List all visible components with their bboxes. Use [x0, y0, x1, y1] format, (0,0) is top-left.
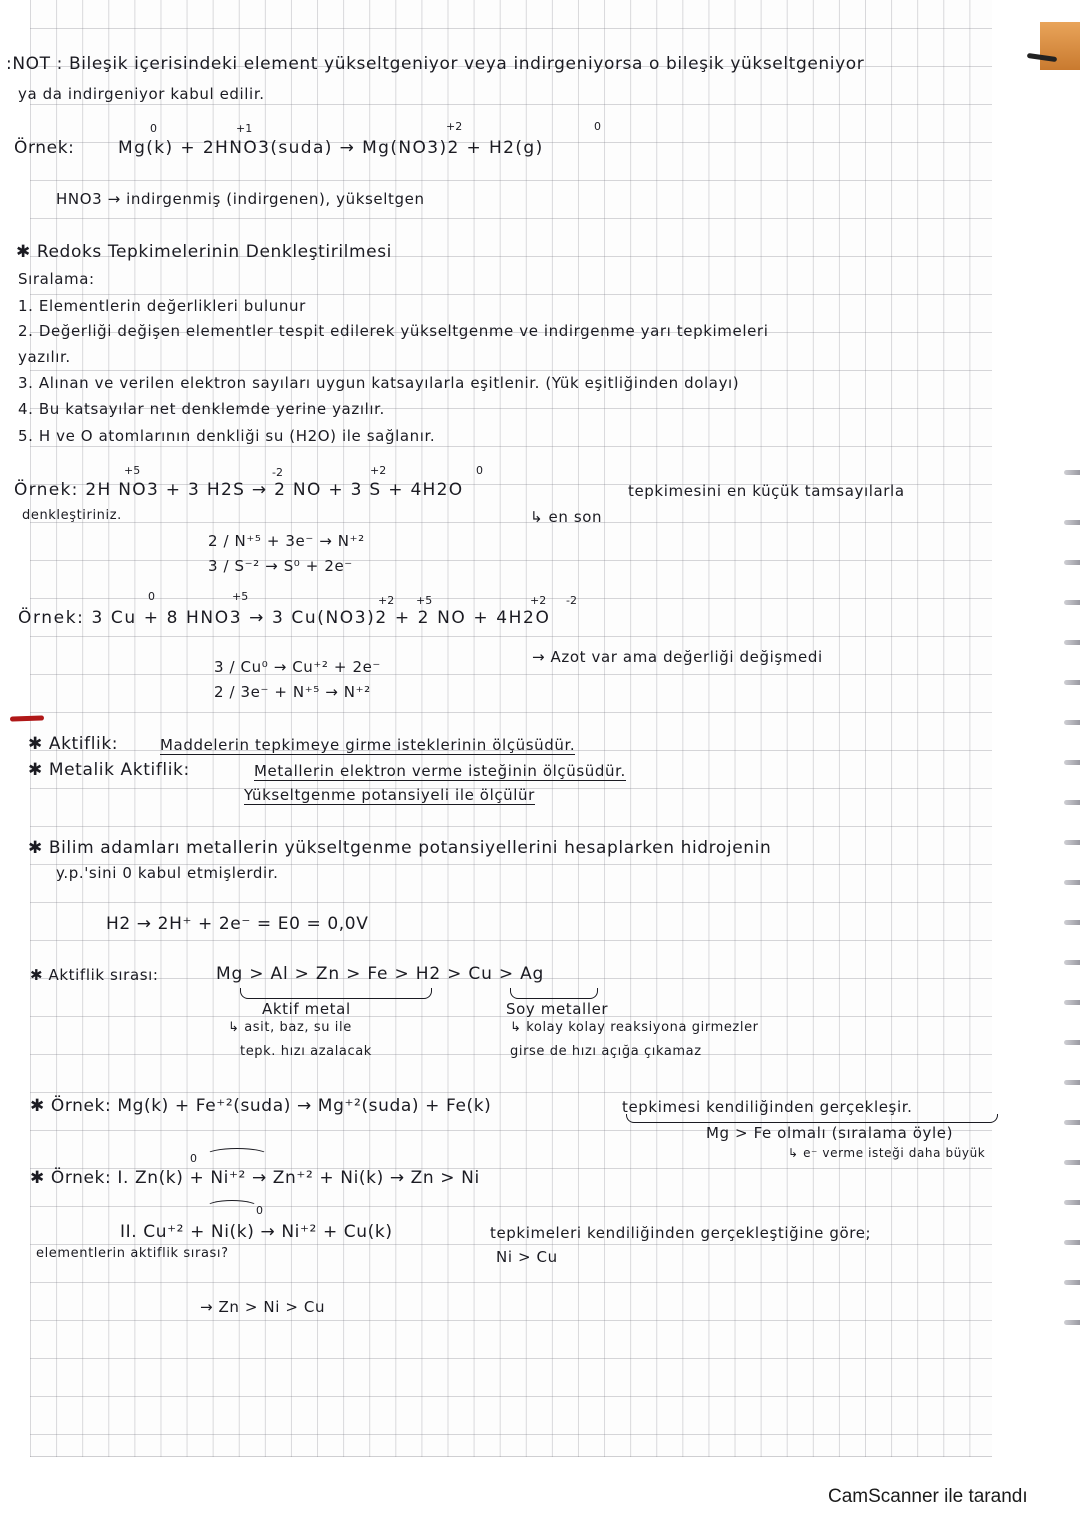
example4-note-2: ↳ e⁻ verme isteği daha büyük: [788, 1146, 986, 1160]
active-metal-note-1: ↳ asit, baz, su ile: [228, 1020, 352, 1035]
example2-half1: 2 / N⁺⁵ + 3e⁻ → N⁺²: [208, 532, 365, 550]
example5-line-2: II. Cu⁺² + Ni(k) → Ni⁺² + Cu(k): [120, 1222, 393, 1242]
binder-ring: [1064, 1160, 1080, 1165]
series-label: ✱ Aktiflik sırası:: [30, 966, 159, 984]
binder-ring: [1064, 1320, 1080, 1325]
oxidation-n: +5: [232, 590, 249, 603]
active-metal-title: Aktif metal: [262, 1000, 351, 1018]
noble-metal-note-1: ↳ kolay kolay reaksiyona girmezler: [510, 1020, 759, 1035]
example5-tail: tepkimeleri kendiliğinden gerçekleştiğine göre;: [490, 1224, 872, 1242]
example1-label: Örnek:: [14, 138, 75, 158]
binder-ring: [1064, 720, 1080, 725]
noble-metal-title: Soy metaller: [506, 1000, 609, 1018]
oxidation-cu2: +2: [378, 594, 395, 607]
camscanner-watermark: CamScanner ile tarandı: [828, 1486, 1028, 1507]
oxidation-s0: 0: [476, 464, 483, 477]
order-label: Sıralama:: [18, 270, 95, 288]
example2-equation: Örnek: 2H NO3 + 3 H2S → 2 NO + 3 S + 4H2O: [14, 480, 464, 500]
step-4: 4. Bu katsayılar net denklemde yerine yazılır.: [18, 400, 385, 418]
binder-ring: [1064, 1240, 1080, 1245]
curved-arrow: [206, 1200, 258, 1214]
example3-equation: Örnek: 3 Cu + 8 HNO3 → 3 Cu(NO3)2 + 2 NO + 4H2O: [18, 608, 551, 628]
step-2: 2. Değerliği değişen elementler tespit edilerek yükseltgenme ve indirgenme yarı tepkimeleri: [18, 322, 769, 340]
oxidation-cu: 0: [148, 590, 155, 603]
oxidation-s: -2: [272, 466, 283, 479]
binder-ring: [1064, 600, 1080, 605]
oxidation-no-n: +2: [530, 594, 547, 607]
note-line-2: ya da indirgeniyor kabul edilir.: [18, 85, 265, 103]
example3-half2: 2 / 3e⁻ + N⁺⁵ → N⁺²: [214, 683, 371, 701]
oxidation-h2: 0: [594, 120, 601, 133]
orange-tape: [1040, 22, 1080, 70]
oxidation-n2: +5: [416, 594, 433, 607]
binder-ring: [1064, 800, 1080, 805]
binder-ring: [1064, 470, 1080, 475]
oxidation-no-o: -2: [566, 594, 577, 607]
example3-annotation: → Azot var ama değerliği değişmedi: [532, 648, 823, 666]
example3-half1: 3 / Cu⁰ → Cu⁺² + 2e⁻: [214, 658, 381, 676]
example2-tail: tepkimesini en küçük tamsayılarla: [628, 482, 905, 500]
example5-question: elementlerin aktiflik sırası?: [36, 1246, 229, 1261]
binder-ring: [1064, 920, 1080, 925]
binder-ring: [1064, 1280, 1080, 1285]
binder-ring: [1064, 760, 1080, 765]
aktiflik-definition: Maddelerin tepkimeye girme isteklerinin ölçüsüdür.: [160, 736, 576, 754]
binder-ring: [1064, 1200, 1080, 1205]
example2-line2: denkleştiriniz.: [22, 508, 122, 523]
binder-ring: [1064, 1080, 1080, 1085]
binder-ring: [1064, 880, 1080, 885]
example2-half2: 3 / S⁻² → S⁰ + 2e⁻: [208, 557, 353, 575]
example1-equation: Mg(k) + 2HNO3(suda) → Mg(NO3)2 + H2(g): [118, 138, 544, 158]
step-3: 3. Alınan ve verilen elektron sayıları uygun katsayılarla eşitlenir. (Yük eşitliğinden dolayı): [18, 374, 740, 392]
hydrogen-equation: H2 → 2H⁺ + 2e⁻ = E0 = 0,0V: [106, 914, 369, 934]
note-line-1: :NOT : Bileşik içerisindeki element yükseltgeniyor veya indirgeniyorsa o bileşik yükseltgeniyor: [6, 54, 865, 74]
balancing-title: ✱ Redoks Tepkimelerinin Denkleştirilmesi: [16, 242, 392, 262]
binder-ring: [1064, 960, 1080, 965]
scientists-line-2: y.p.'sini 0 kabul etmişlerdir.: [56, 864, 279, 882]
oxidation-no: +2: [370, 464, 387, 477]
binder-ring: [1064, 640, 1080, 645]
binder-ring: [1064, 1040, 1080, 1045]
noble-metal-brace: [510, 988, 598, 999]
zero-mark: 0: [190, 1152, 197, 1165]
oxidation-mg2: +2: [446, 120, 463, 133]
binder-ring: [1064, 520, 1080, 525]
binder-ring: [1064, 840, 1080, 845]
metalik-aktiflik-label: ✱ Metalik Aktiflik:: [28, 760, 190, 780]
example5-line-1: ✱ Örnek: I. Zn(k) + Ni⁺² → Zn⁺² + Ni(k) → Zn > Ni: [30, 1168, 480, 1188]
oxidation-h: +1: [236, 122, 253, 135]
step-1: 1. Elementlerin değerlikleri bulunur: [18, 297, 306, 315]
active-metal-note-2: tepk. hızı azalacak: [240, 1044, 372, 1059]
zero-mark: 0: [256, 1204, 263, 1217]
example1-conclusion: HNO3 → indirgenmiş (indirgenen), yükseltgen: [56, 190, 425, 208]
step-5: 5. H ve O atomlarının denkliği su (H2O) ile sağlanır.: [18, 427, 436, 445]
example4-brace: [626, 1114, 998, 1123]
curved-arrow: [206, 1148, 268, 1162]
active-metal-brace: [240, 988, 432, 999]
noble-metal-note-2: girse de hızı açığa çıkamaz: [510, 1044, 702, 1059]
example5-answer: → Zn > Ni > Cu: [200, 1298, 326, 1316]
binder-ring: [1064, 680, 1080, 685]
oxidation-mg: 0: [150, 122, 157, 135]
example2-note: ↳ en son: [530, 508, 603, 526]
metalik-aktiflik-definition: Metallerin elektron verme isteğinin ölçüsüdür.: [254, 762, 626, 780]
scientists-line-1: ✱ Bilim adamları metallerin yükseltgenme potansiyellerini hesaplarken hidrojenin: [28, 838, 772, 858]
binder-ring: [1064, 1000, 1080, 1005]
series-order: Mg > Al > Zn > Fe > H2 > Cu > Ag: [216, 964, 545, 984]
metalik-aktiflik-sub: Yükseltgenme potansiyeli ile ölçülür: [244, 786, 535, 804]
example4-equation: ✱ Örnek: Mg(k) + Fe⁺²(suda) → Mg⁺²(suda) + Fe(k): [30, 1096, 492, 1116]
step-2-cont: yazılır.: [18, 348, 71, 366]
oxidation-n: +5: [124, 464, 141, 477]
example5-sub: Ni > Cu: [496, 1248, 558, 1266]
binder-ring: [1064, 560, 1080, 565]
aktiflik-label: ✱ Aktiflik:: [28, 734, 119, 754]
example4-result: tepkimesi kendiliğinden gerçekleşir.: [622, 1098, 913, 1116]
example4-note-1: Mg > Fe olmalı (sıralama öyle): [706, 1124, 954, 1142]
binder-ring: [1064, 1120, 1080, 1125]
